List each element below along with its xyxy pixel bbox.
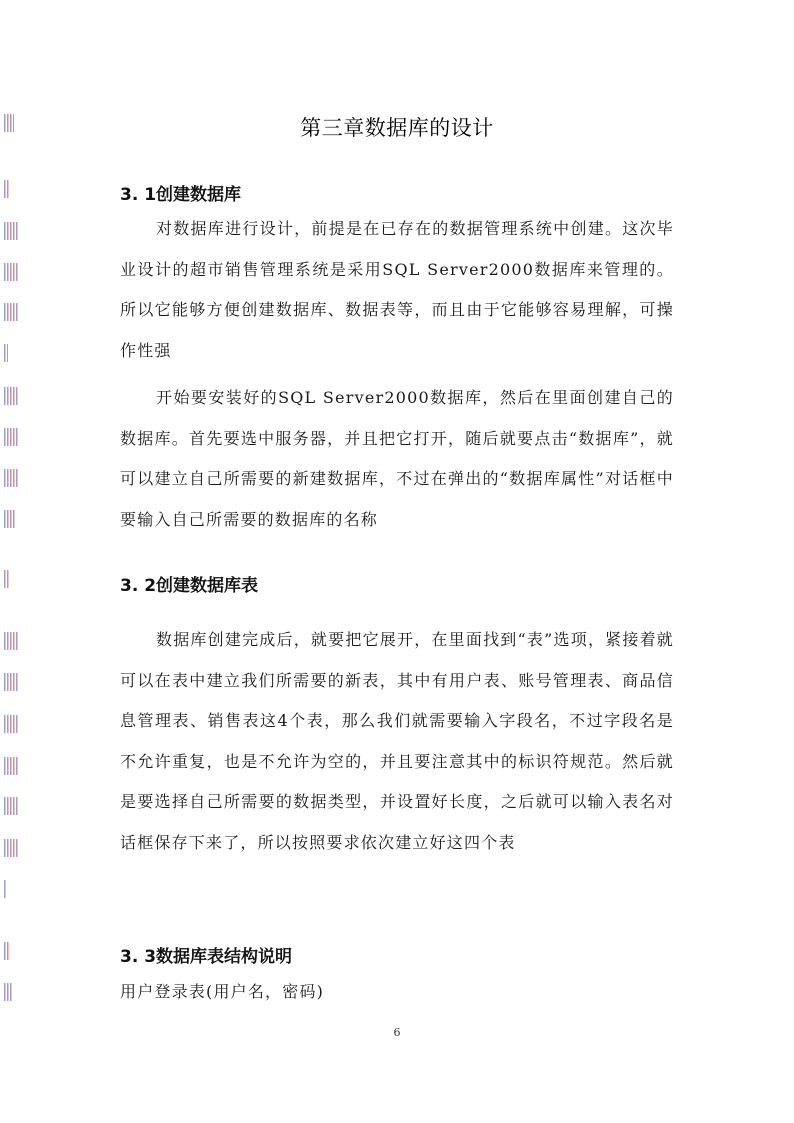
margin-artifact — [4, 263, 18, 281]
margin-artifact — [4, 673, 18, 691]
chapter-title: 第三章数据库的设计 — [300, 116, 494, 140]
margin-artifact — [4, 222, 18, 240]
paragraph: 数据库创建完成后，就要把它展开，在里面找到“表”选项，紧接着就可以在表中建立我们所需要的新表，其中有用户表、账号管理表、商品信息管理表、销售表这4个表，那么我们就需要输入字段名，不过字段名是不允许重复，也是不允许为空的，并且要注意其中的标识符规范。然后就是要选择自己所需要的数据类型，并设置好长度，之后就可以输入表名对话框保存下来了，所以按照要求依次建立好这四个表 — [120, 630, 674, 852]
section-heading-3-3: 3. 3数据库表结构说明 — [120, 947, 293, 967]
margin-artifact — [4, 344, 8, 362]
margin-artifact — [4, 983, 12, 1001]
margin-artifact — [4, 632, 18, 650]
margin-artifact — [4, 469, 18, 487]
margin-artifact — [4, 880, 7, 898]
margin-artifact — [4, 942, 10, 960]
paragraph: 对数据库进行设计，前提是在已存在的数据管理系统中创建。这次毕业设计的超市销售管理系统是采用SQL Server2000数据库来管理的。所以它能够方便创建数据库、数据表等，而且由于它能够容易理解，可操作性强 — [120, 219, 674, 360]
margin-artifact — [4, 303, 18, 321]
margin-artifact — [4, 428, 18, 446]
margin-artifact — [4, 757, 18, 775]
paragraph: 用户登录表(用户名，密码) — [120, 982, 325, 1001]
margin-artifact — [4, 387, 18, 405]
section-heading-3-2: 3. 2创建数据库表 — [120, 576, 259, 596]
section-heading-3-1: 3. 1创建数据库 — [120, 185, 242, 205]
margin-artifact — [4, 797, 18, 815]
margin-artifact — [4, 839, 18, 857]
margin-artifact — [4, 510, 16, 528]
paragraph: 开始要安装好的SQL Server2000数据库，然后在里面创建自己的数据库。首先要选中服务器，并且把它打开，随后就要点击“数据库”，就可以建立自己所需要的新建数据库，不过在弹出的“数据库属性”对话框中要输入自己所需要的数据库的名称 — [120, 388, 674, 529]
margin-artifact — [4, 715, 18, 733]
margin-artifact — [4, 180, 10, 198]
margin-artifact — [4, 570, 10, 588]
page-number: 6 — [393, 1026, 401, 1039]
